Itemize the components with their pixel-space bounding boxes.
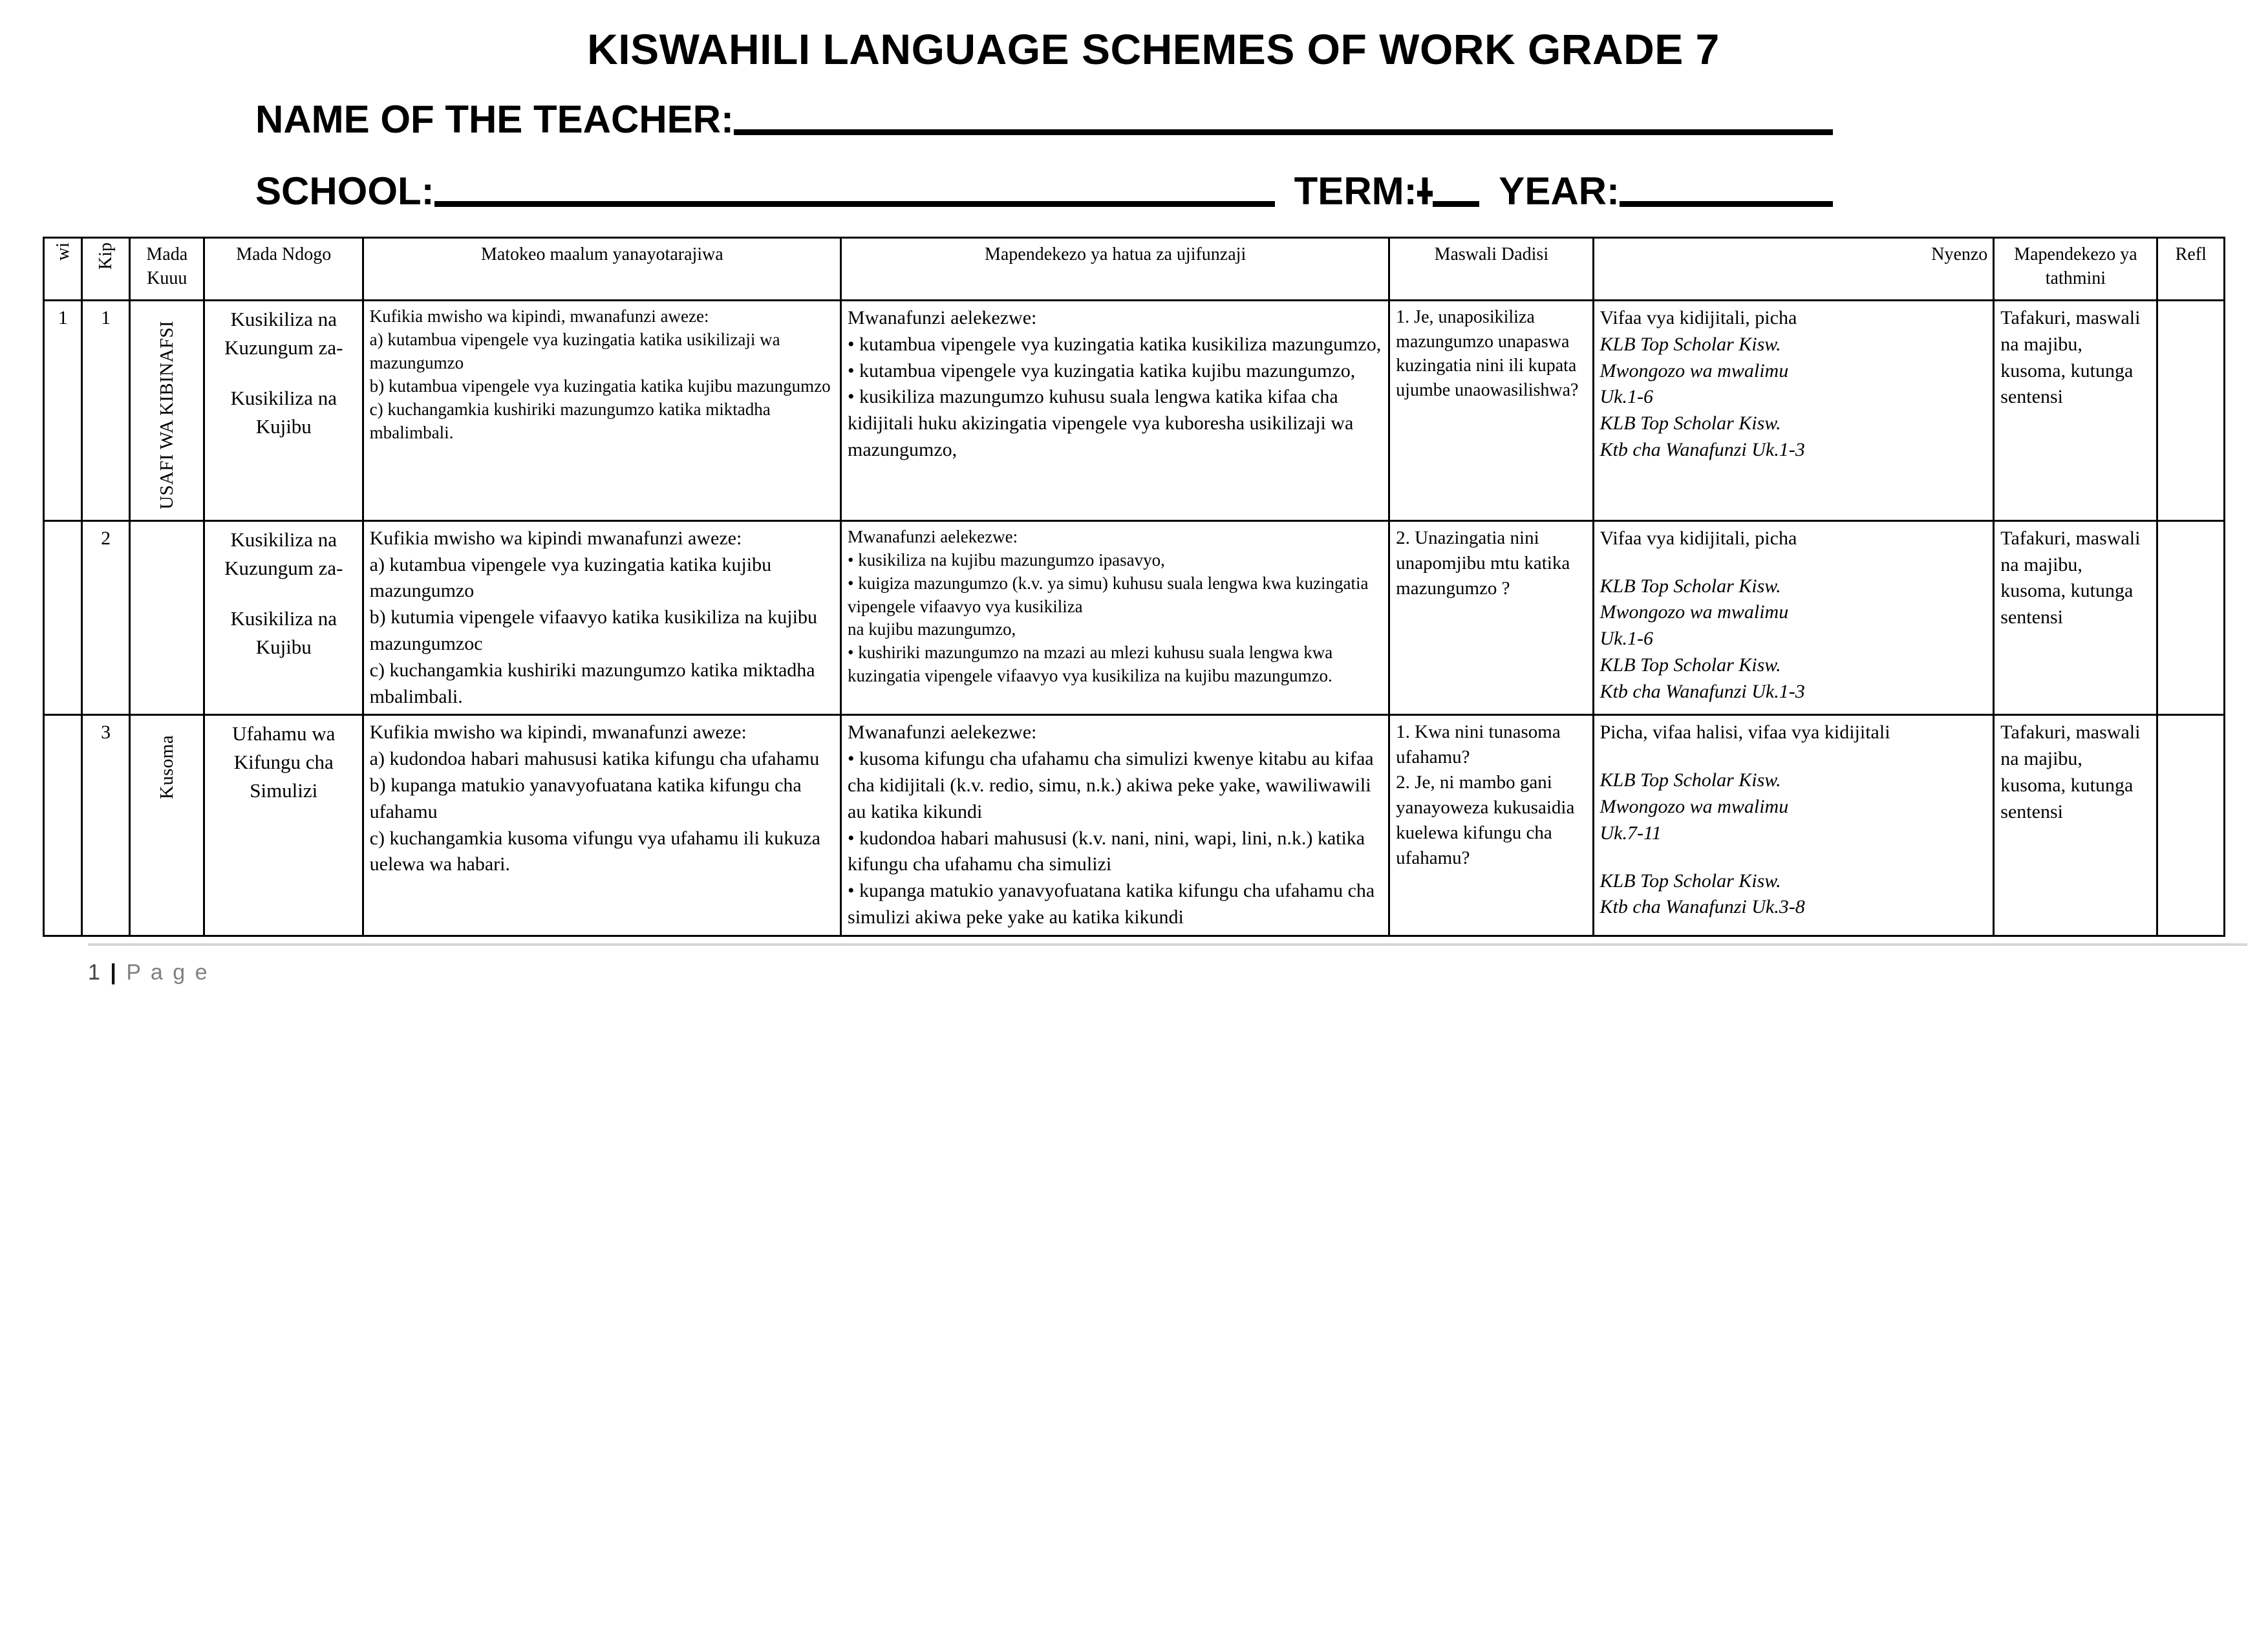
cell-mapendekezo-hatua	[841, 715, 1389, 936]
nyenzo-line: KLB Top Scholar Kisw.	[1599, 654, 1781, 676]
nyenzo-line: Vifaa vya kidijitali, picha	[1599, 527, 1797, 549]
cell-nyenzo	[1593, 520, 1994, 715]
cell-refl[interactable]	[2157, 520, 2224, 715]
nyenzo-line: KLB Top Scholar Kisw.	[1599, 769, 1781, 791]
cell-kipindi: 1	[81, 301, 129, 521]
cell-line: c) kuchangamkia kushiriki mazungumzo katika miktadha mbalimbali.	[369, 659, 815, 707]
cell-refl[interactable]	[2157, 301, 2224, 521]
cell-line: unapomjibu mtu katika mazungumzo ?	[1396, 552, 1570, 599]
mada-kuu-rotated-label: Kusoma	[156, 735, 177, 800]
nyenzo-line	[1600, 847, 1988, 868]
cell-line: b) kupanga matukio yanavyofuatana katika kifungu cha ufahamu	[369, 774, 802, 822]
cell-matokeo	[363, 715, 840, 936]
cell-line: • kushiriki mazungumzo na mzazi au mlezi kuhusu suala lengwa kwa	[848, 643, 1333, 663]
table-row	[44, 715, 2225, 936]
cell-line: b) kutumia vipengele vifaavyo katika kusikiliza na kujibu mazungumzoc	[369, 606, 817, 654]
cell-mada-ndogo	[204, 301, 363, 521]
cell-wiki	[44, 715, 82, 936]
cell-line: • kusikiliza mazungumzo kuhusu suala lengwa katika kifaa cha kidijitali huku akizingatia vipengele vya kuboresha usikilizaji wa mazungumzo,	[848, 386, 1354, 460]
cell-maswali-dadisi	[1389, 301, 1593, 521]
column-header-mapendekezo-tathmini: Mapendekezo ya tathmini	[1994, 238, 2157, 301]
term-input-blank[interactable]	[1433, 179, 1479, 207]
cell-mapendekezo-tathmini	[1994, 301, 2157, 521]
nyenzo-line: KLB Top Scholar Kisw.	[1599, 412, 1781, 434]
cell-wiki	[44, 520, 82, 715]
cell-mapendekezo-tathmini	[1994, 520, 2157, 715]
page-footer	[88, 960, 2268, 985]
mada-kuu-rotated-label: USAFI WA KIBINAFSI	[156, 321, 177, 509]
cell-line: Mwanafunzi aelekezwe:	[848, 307, 1037, 328]
column-header-kipindi: Kip	[81, 238, 129, 301]
nyenzo-line	[1600, 746, 1988, 767]
cell-matokeo	[363, 301, 840, 521]
nyenzo-line: Ktb cha Wanafunzi Uk.1-3	[1599, 680, 1805, 702]
nyenzo-line: Mwongozo wa mwalimu	[1599, 795, 1789, 817]
cell-refl[interactable]	[2157, 715, 2224, 936]
cell-line: • kudondoa habari mahususi (k.v. nani, nini, wapi, lini, n.k.) katika kifungu cha ufahamu cha simulizi	[848, 827, 1365, 875]
schemes-of-work-table	[43, 237, 2225, 937]
cell-line: Kusikiliza na Kuzungum za-	[224, 528, 343, 579]
nyenzo-line: Uk.1-6	[1599, 628, 1653, 650]
table-row	[44, 301, 2225, 521]
teacher-field-line	[0, 97, 2268, 142]
cell-line: Mwanafunzi aelekezwe:	[848, 526, 1018, 546]
footer-separator: |	[110, 959, 118, 985]
cell-nyenzo	[1593, 301, 1994, 521]
nyenzo-line: Picha, vifaa halisi, vifaa vya kidijitali	[1599, 722, 1890, 744]
cell-line: a) kudondoa habari mahususi katika kifungu cha ufahamu	[369, 748, 820, 770]
term-value[interactable]: I	[1417, 169, 1433, 197]
nyenzo-line: Mwongozo wa mwalimu	[1599, 359, 1789, 381]
cell-line: Kusikiliza na Kujibu	[230, 387, 337, 438]
column-header-matokeo: Matokeo maalum yanayotarajiwa	[363, 238, 840, 301]
cell-line: • kusikiliza na kujibu mazungumzo ipasavyo,	[848, 550, 1165, 570]
cell-line: kuzingatia vipengele vifaavyo vya kusikiliza na kujibu mazungumzo.	[848, 666, 1332, 686]
cell-line: a) kutambua vipengele vya kuzingatia katika usikilizaji wa mazungumzo	[369, 329, 780, 372]
page-title: KISWAHILI LANGUAGE SCHEMES OF WORK GRADE 7	[587, 25, 1720, 73]
cell-line: • kusoma kifungu cha ufahamu cha simulizi kwenye kitabu au kifaa cha kidijitali (k.v. redio, simu, n.k.) akiwa peke yake, wawiliwawili au katika kikundi	[848, 748, 1374, 822]
school-input-blank[interactable]	[434, 179, 1275, 207]
cell-line: 1. Je, unaposikiliza mazungumzo unapaswa kuzingatia nini ili kupata ujumbe unaowasilishwa?	[1396, 307, 1579, 400]
cell-line: c) kuchangamkia kushiriki mazungumzo katika miktadha mbalimbali.	[369, 399, 771, 442]
nyenzo-line: Ktb cha Wanafunzi Uk.1-3	[1599, 438, 1805, 460]
column-header-wiki: wi	[44, 238, 82, 301]
term-label: TERM:	[1294, 169, 1417, 213]
footer-divider	[88, 943, 2247, 946]
cell-line: • kuigiza mazungumzo (k.v. ya simu) kuhusu suala lengwa kwa kuzingatia vipengele vifaavyo vya kusikiliza	[848, 573, 1369, 616]
cell-maswali-dadisi	[1389, 520, 1593, 715]
column-header-nyenzo: Nyenzo	[1593, 238, 1994, 301]
nyenzo-line	[1600, 552, 1988, 573]
cell-line: Kufikia mwisho wa kipindi, mwanafunzi aweze:	[369, 306, 709, 326]
school-term-year-field-line	[0, 169, 2268, 213]
year-input-blank[interactable]	[1620, 179, 1833, 207]
cell-nyenzo	[1593, 715, 1994, 936]
cell-mapendekezo-tathmini	[1994, 715, 2157, 936]
table-body	[44, 301, 2225, 936]
column-header-mada-ndogo: Mada Ndogo	[204, 238, 363, 301]
cell-kipindi: 3	[81, 715, 129, 936]
nyenzo-line: KLB Top Scholar Kisw.	[1599, 333, 1781, 355]
cell-kipindi: 2	[81, 520, 129, 715]
cell-line: • kutambua vipengele vya kuzingatia katika kujibu mazungumzo,	[848, 359, 1356, 381]
column-header-refl: Refl	[2157, 238, 2224, 301]
nyenzo-line: KLB Top Scholar Kisw.	[1599, 575, 1781, 597]
cell-mada-kuu	[129, 715, 204, 936]
cell-line: Tafakuri, maswali na majibu, kusoma, kutunga sentensi	[2000, 722, 2141, 822]
cell-mada-ndogo	[204, 520, 363, 715]
cell-line: na kujibu mazungumzo,	[848, 619, 1016, 639]
cell-line: Kufikia mwisho wa kipindi mwanafunzi aweze:	[369, 527, 742, 549]
cell-mada-kuu	[129, 520, 204, 715]
nyenzo-line: Ktb cha Wanafunzi Uk.3-8	[1599, 896, 1805, 918]
cell-line: Kufikia mwisho wa kipindi, mwanafunzi aweze:	[369, 722, 747, 744]
cell-line	[211, 583, 357, 605]
teacher-label: NAME OF THE TEACHER:	[255, 98, 734, 141]
nyenzo-line: Mwongozo wa mwalimu	[1599, 601, 1789, 623]
nyenzo-line: Uk.1-6	[1599, 386, 1653, 408]
cell-line: Kusikiliza na Kujibu	[230, 606, 337, 658]
cell-line	[211, 362, 357, 384]
cell-line: Ufahamu wa Kifungu cha Simulizi	[232, 722, 336, 802]
table-header-row	[44, 238, 2225, 301]
nyenzo-line: Uk.7-11	[1599, 822, 1662, 844]
cell-line: Tafakuri, maswali na majibu, kusoma, kutunga sentensi	[2000, 527, 2141, 628]
cell-mapendekezo-hatua	[841, 520, 1389, 715]
cell-maswali-dadisi	[1389, 715, 1593, 936]
table-row	[44, 520, 2225, 715]
nyenzo-line: KLB Top Scholar Kisw.	[1599, 870, 1781, 892]
footer-page-number: 1	[88, 959, 102, 985]
footer-page-word: P a g e	[126, 959, 209, 985]
cell-line: • kutambua vipengele vya kuzingatia katika kusikiliza mazungumzo,	[848, 333, 1382, 355]
cell-line: • kupanga matukio yanavyofuatana katika kifungu cha ufahamu cha simulizi akiwa peke yake au katika kikundi	[848, 880, 1375, 928]
column-header-maswali-dadisi: Maswali Dadisi	[1389, 238, 1593, 301]
teacher-input-blank[interactable]	[734, 107, 1833, 135]
cell-mada-ndogo	[204, 715, 363, 936]
cell-line: 1. Kwa nini tunasoma ufahamu?	[1396, 722, 1561, 768]
cell-wiki: 1	[44, 301, 82, 521]
column-header-mada-kuu: Mada Kuuu	[129, 238, 204, 301]
cell-line: Kusikiliza na Kuzungum za-	[224, 308, 343, 359]
column-header-mapendekezo-hatua: Mapendekezo ya hatua za ujifunzaji	[841, 238, 1389, 301]
cell-matokeo	[363, 520, 840, 715]
cell-line: c) kuchangamkia kusoma vifungu vya ufahamu ili kukuza uelewa wa habari.	[369, 827, 820, 875]
cell-mapendekezo-hatua	[841, 301, 1389, 521]
year-label: YEAR:	[1499, 169, 1620, 213]
cell-line: 2. Unazingatia nini	[1396, 527, 1539, 548]
document-page	[0, 25, 2268, 1628]
cell-line: b) kutambua vipengele vya kuzingatia katika kujibu mazungumzo	[369, 376, 831, 396]
cell-mada-kuu	[129, 301, 204, 521]
cell-line: 2. Je, ni mambo gani yanayoweza kukusaidia kuelewa kifungu cha ufahamu?	[1396, 772, 1575, 868]
cell-line: Mwanafunzi aelekezwe:	[848, 722, 1037, 744]
cell-line: a) kutambua vipengele vya kuzingatia katika kujibu mazungumzo	[369, 553, 772, 602]
school-label: SCHOOL:	[255, 169, 434, 213]
nyenzo-line: Vifaa vya kidijitali, picha	[1599, 307, 1797, 328]
cell-line: Tafakuri, maswali na majibu, kusoma, kutunga sentensi	[2000, 307, 2141, 408]
